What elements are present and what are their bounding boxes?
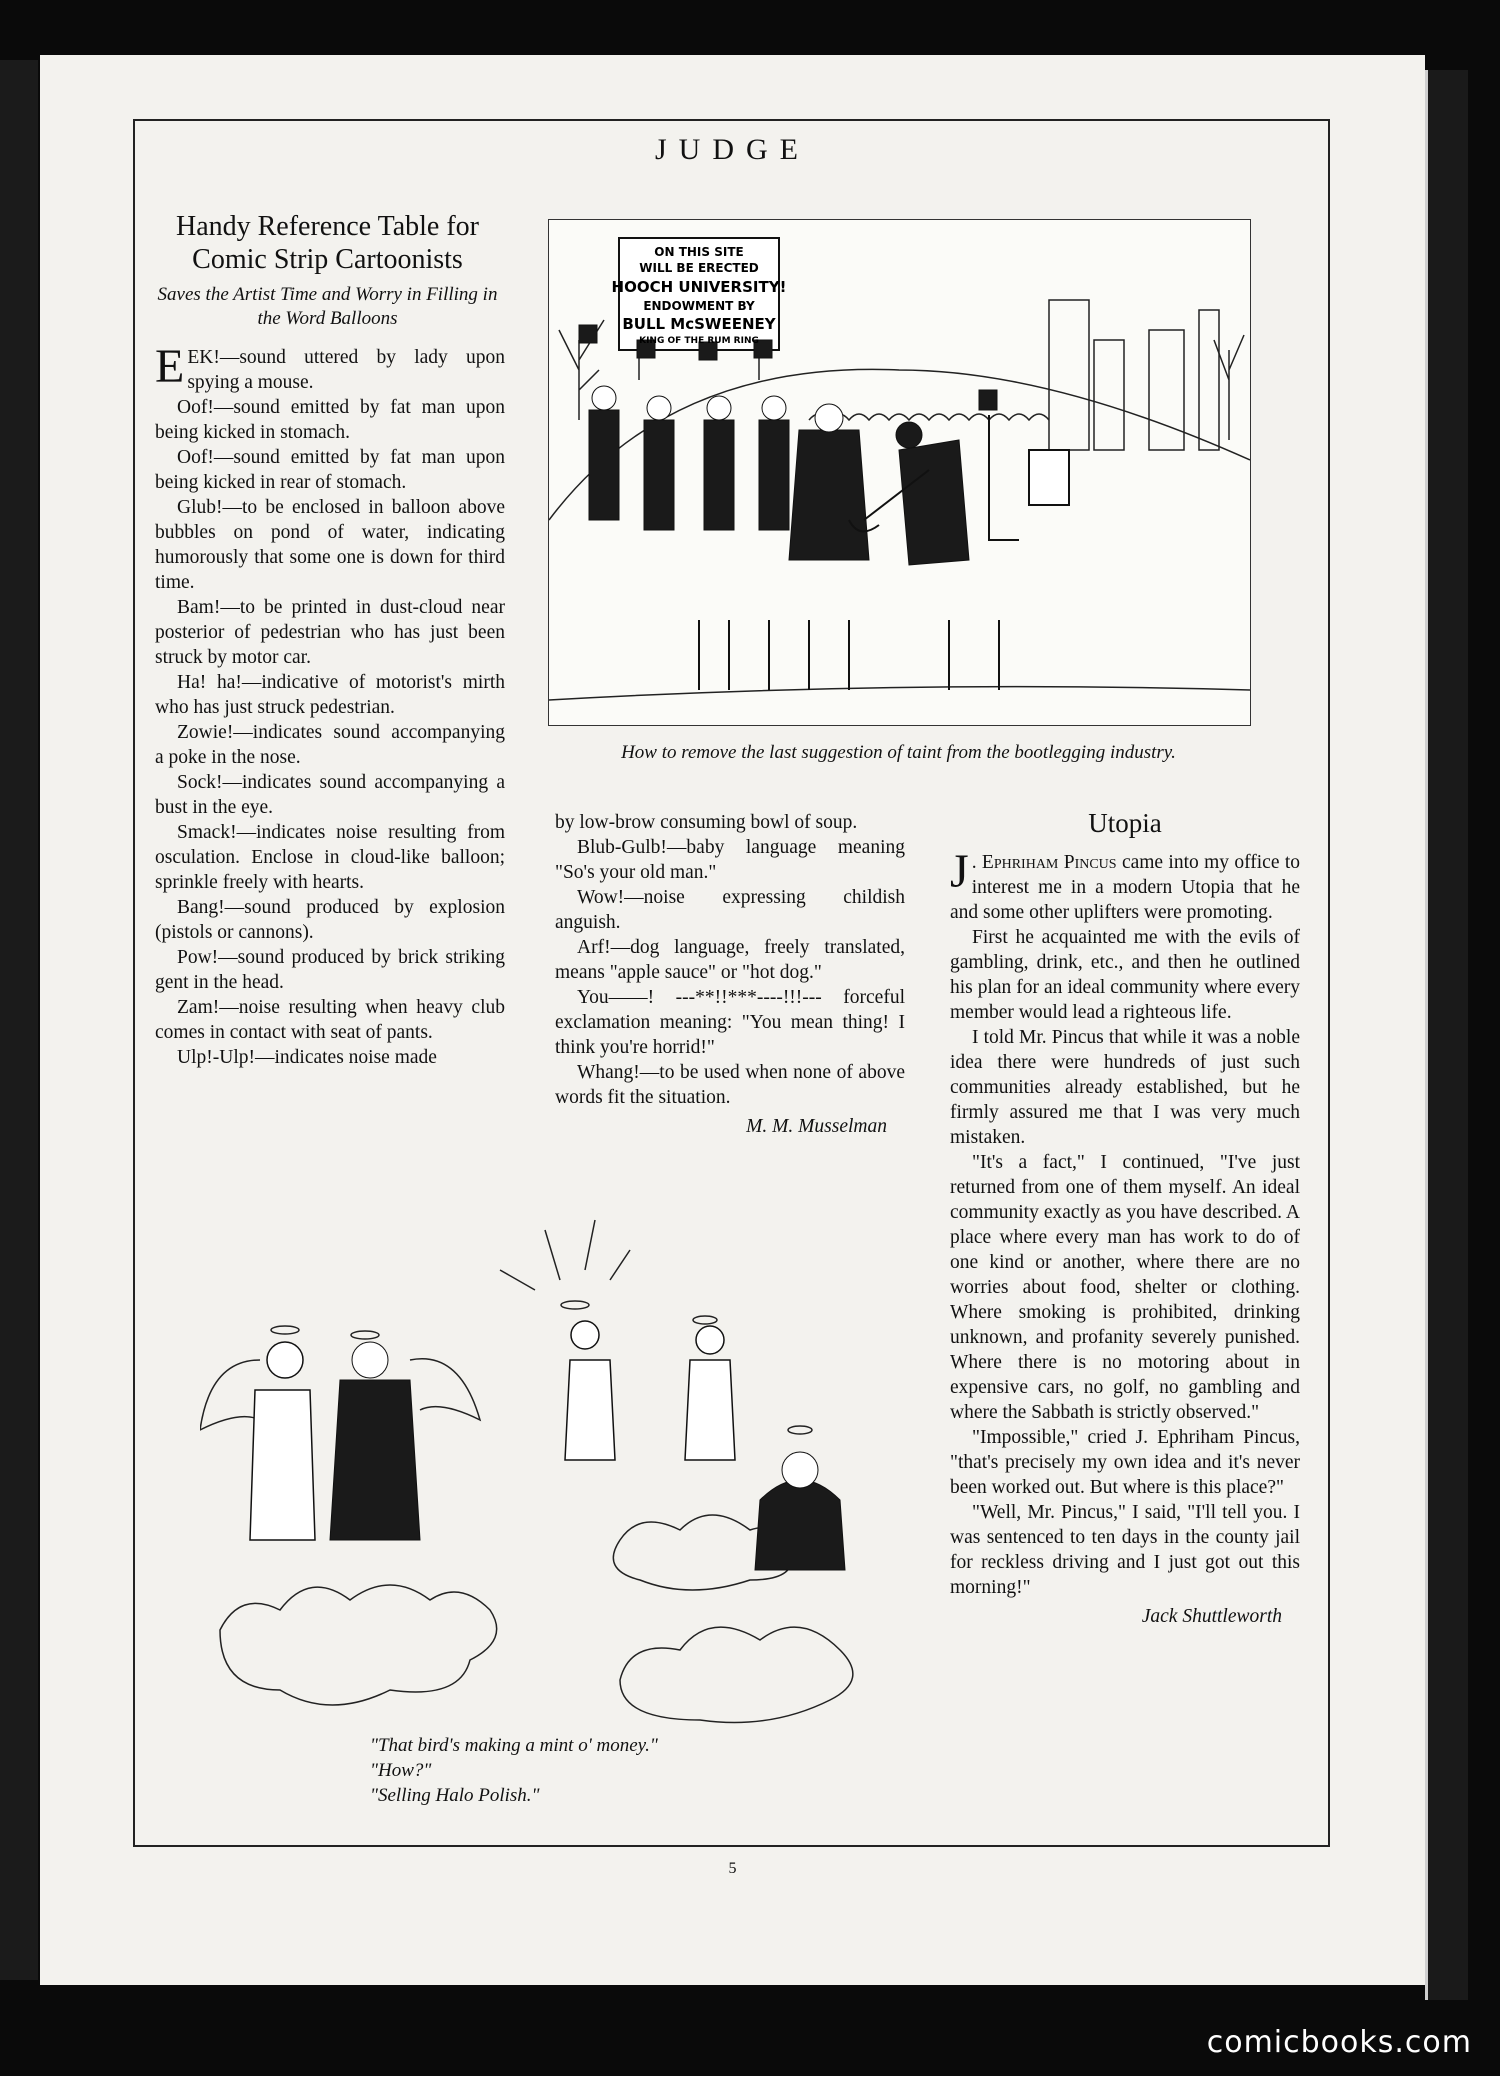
page-edge: [1425, 70, 1468, 2000]
article-subtitle: Saves the Artist Time and Worry in Filling in the Word Balloons: [157, 284, 498, 329]
cartoon-hooch-university: [548, 219, 1251, 726]
sign-line: BULL McSWEENEY: [622, 315, 776, 333]
cartoon-caption: How to remove the last suggestion of taint from the bootlegging industry.: [621, 742, 1176, 763]
cartoon-angels: [200, 1210, 920, 1730]
paragraph: "Well, Mr. Pincus," I said, "I'll tell you. I was sentenced to ten days in the county jail for reckless driving and I just got out this morning!": [950, 1502, 1300, 1598]
article-column-2: [555, 810, 905, 1139]
paragraph: Wow!—noise expressing childish anguish.: [555, 887, 905, 933]
paragraph: Smack!—indicates noise resulting from osculation. Enclose in cloud-like balloon; sprinkle freely with hearts.: [155, 822, 505, 893]
page-number: 5: [728, 1860, 737, 1877]
cartoon-drawing: [200, 1210, 920, 1730]
paragraph: Zam!—noise resulting when heavy club comes in contact with seat of pants.: [155, 997, 505, 1043]
sign-line: KING OF THE RUM RING: [639, 336, 759, 346]
drop-cap: J: [950, 845, 969, 898]
watermark-text: comicbooks.com: [1206, 2025, 1472, 2060]
caption-line: "That bird's making a mint o' money.": [370, 1735, 658, 1756]
paragraph: Bang!—sound produced by explosion (pistols or cannons).: [155, 897, 505, 943]
paragraph: Sock!—indicates sound accompanying a bust in the eye.: [155, 772, 505, 818]
article-title: Utopia: [1088, 808, 1162, 838]
paragraph: Blub-Gulb!—baby language meaning "So's your old man.": [555, 837, 905, 883]
paragraph: Glub!—to be enclosed in balloon above bubbles on pond of water, indicating humorously that some one is down for third time.: [155, 497, 505, 593]
lead-word: EK!: [187, 347, 220, 368]
paragraph: "Impossible," cried J. Ephriham Pincus, "that's precisely my own idea and it's never been worked out. But where is this place?": [950, 1427, 1300, 1498]
paragraph: Oof!—sound emitted by fat man upon being kicked in rear of stomach.: [155, 447, 505, 493]
drop-cap: E: [155, 340, 185, 393]
paragraph: Ulp!-Ulp!—indicates noise made: [177, 1047, 437, 1068]
paragraph: Bam!—to be printed in dust-cloud near posterior of pedestrian who has just been struck by motor car.: [155, 597, 505, 668]
paragraph: Arf!—dog language, freely translated, means "apple sauce" or "hot dog.": [555, 937, 905, 983]
caption-line: "Selling Halo Polish.": [370, 1785, 540, 1806]
cartoon-drawing: [549, 220, 1250, 725]
cartoon-caption: [370, 1733, 658, 1808]
paragraph: You——! ---**!!***----!!!--- forceful exclamation meaning: "You mean thing! I think you're horrid!": [555, 987, 905, 1058]
sign-line: ON THIS SITE: [654, 245, 744, 259]
byline: M. M. Musselman: [746, 1116, 887, 1137]
paragraph: Whang!—to be used when none of above words fit the situation.: [555, 1062, 905, 1108]
byline: Jack Shuttleworth: [1141, 1606, 1282, 1627]
sign-line: HOOCH UNIVERSITY!: [611, 278, 787, 296]
paragraph: Ha! ha!—indicative of motorist's mirth who has just struck pedestrian.: [155, 672, 505, 718]
caption-line: "How?": [370, 1760, 432, 1781]
first-paragraph: J . Ephriham Pincus came into my office to interest me in a modern Utopia that he and some other uplifters were promoting.: [950, 845, 1300, 923]
binding-shadow: [0, 60, 38, 1980]
sign-line: ENDOWMENT BY: [643, 299, 755, 313]
paragraph: by low-brow consuming bowl of soup.: [555, 812, 858, 833]
paragraph: First he acquainted me with the evils of gambling, drink, etc., and then he outlined his plan for an ideal community where every member would lead a righteous life.: [950, 927, 1300, 1023]
paragraph: Zowie!—indicates sound accompanying a poke in the nose.: [155, 722, 505, 768]
article-column-3: [950, 845, 1300, 1629]
masthead: JUDGE: [655, 133, 810, 166]
sign-line: WILL BE ERECTED: [639, 261, 759, 275]
article-title: Handy Reference Table for Comic Strip Cartoonists: [175, 211, 480, 275]
article-column-1: [155, 340, 505, 1070]
paragraph: "It's a fact," I continued, "I've just returned from one of them myself. An ideal community exactly as you have described. A place where every man has work to do of one kind or another, where there are no worries about food, shelter or clothing. Where smoking is prohibited, drinking unknown, and profanity severely punished. Where there is no motoring about in expensive cars, no golf, no gambling and where the Sabbath is strictly observed.": [950, 1152, 1300, 1423]
paragraph: I told Mr. Pincus that while it was a noble idea there were hundreds of just such communities already established, but he firmly assured me that I was very much mistaken.: [950, 1027, 1300, 1148]
paragraph: Oof!—sound emitted by fat man upon being kicked in stomach.: [155, 397, 505, 443]
first-paragraph: EEK!—sound uttered by lady upon spying a mouse.: [155, 340, 505, 393]
paragraph: Pow!—sound produced by brick striking gent in the head.: [155, 947, 505, 993]
